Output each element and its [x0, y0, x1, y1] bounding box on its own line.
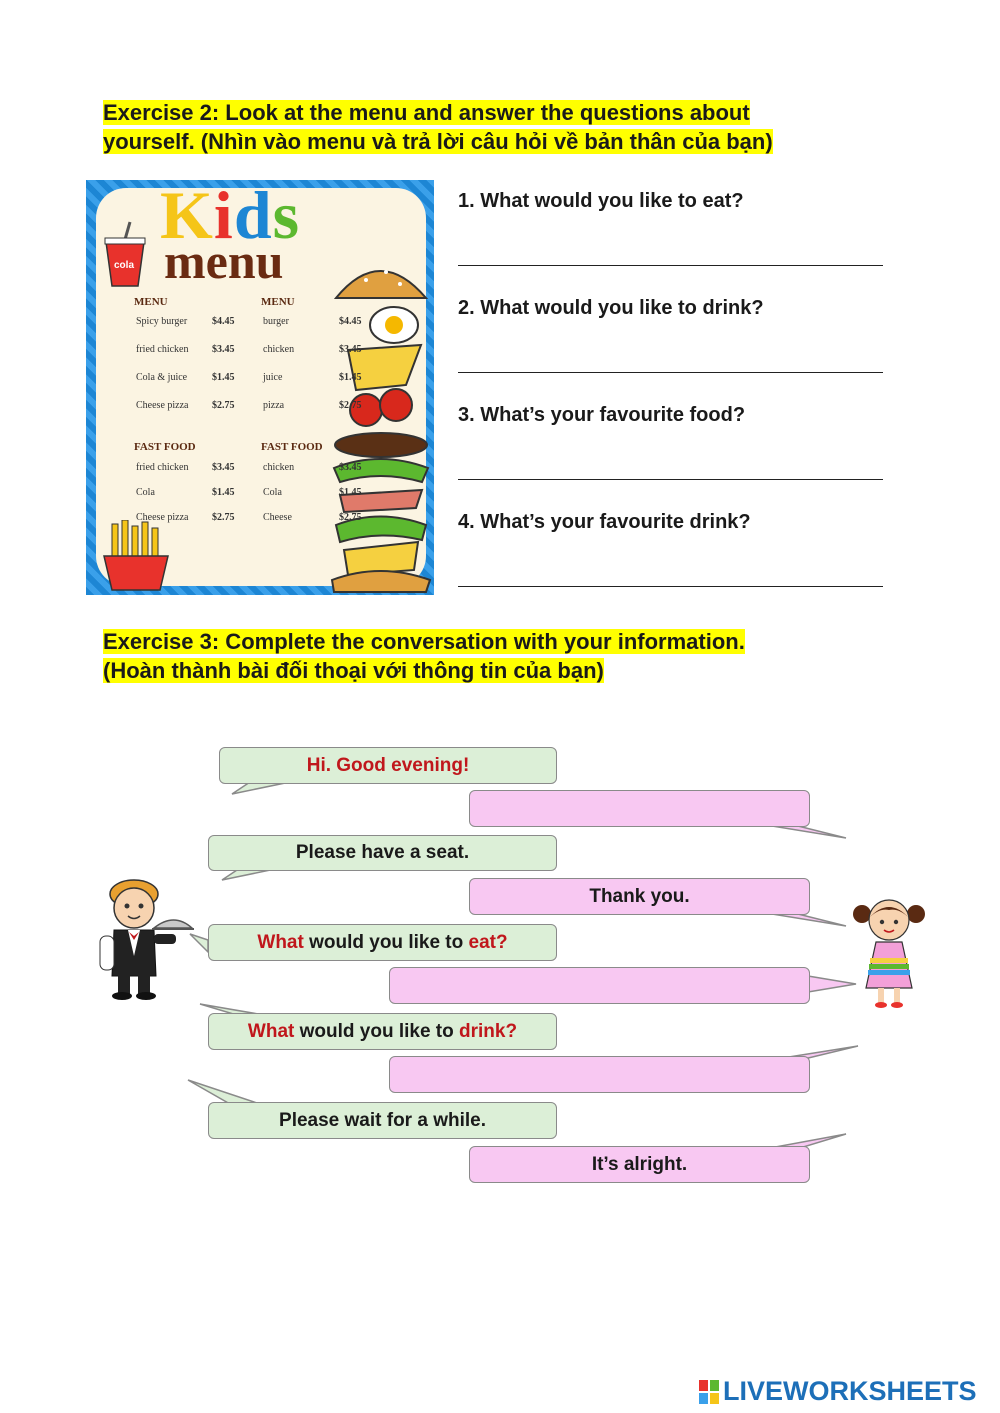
menu-item-price: $2.75 — [212, 400, 235, 411]
bubble-wait — [208, 1102, 557, 1139]
bubble-greeting — [219, 747, 557, 784]
menu-section-heading: MENU — [134, 296, 168, 308]
liveworksheets-logo-icon — [698, 1379, 720, 1405]
menu-item-name: fried chicken — [136, 462, 189, 473]
menu-item-price: $3.45 — [212, 462, 235, 473]
liveworksheets-brand: LIVEWORKSHEETS — [723, 1376, 977, 1406]
menu-item-price: $1.45 — [212, 372, 235, 383]
tail-blank-2 — [808, 976, 856, 992]
eat-word: eat? — [468, 931, 508, 953]
menu-section-heading: MENU — [261, 296, 295, 308]
menu-item-price: $4.45 — [339, 316, 362, 327]
menu-section-heading: FAST FOOD — [134, 441, 196, 453]
menu-item-price: $1.45 — [339, 372, 362, 383]
eat-mid: would you like to — [303, 931, 469, 953]
menu-item-name: Cheese pizza — [136, 400, 189, 411]
menu-item-name: chicken — [263, 462, 295, 473]
menu-item-price: $3.45 — [212, 344, 235, 355]
bubble-blank-1 — [469, 790, 810, 827]
question-2: 2. What would you like to drink? — [458, 297, 764, 319]
bubble-seat — [208, 835, 557, 871]
menu-title-kids: Kids — [160, 180, 301, 253]
menu-item-price: $3.45 — [339, 344, 362, 355]
exercise2-title-line2: yourself. (Nhìn vào menu và trả lời câu hỏi về bản thân của bạn) — [103, 129, 773, 154]
menu-item-name: juice — [263, 372, 283, 383]
bubble-eat — [208, 924, 557, 961]
menu-item-name: chicken — [263, 344, 295, 355]
menu-item-price: $3.45 — [339, 462, 362, 473]
bubble-blank-2 — [389, 967, 810, 1004]
menu-item-name: Cheese — [263, 512, 292, 523]
menu-section-heading: FAST FOOD — [261, 441, 323, 453]
thanks-text: Thank you. — [589, 885, 690, 907]
greeting-text: Hi. Good evening! — [306, 754, 470, 776]
menu-item-name: burger — [263, 316, 289, 327]
menu-item-price: $2.75 — [212, 512, 235, 523]
exercise3-title-line1: Exercise 3: Complete the conversation with your information. — [103, 629, 745, 654]
menu-item-price: $1.45 — [212, 487, 235, 498]
drink-mid: would you like to — [294, 1020, 460, 1042]
menu-item-name: fried chicken — [136, 344, 189, 355]
question-1: 1. What would you like to eat? — [458, 190, 744, 212]
drink-what: What — [247, 1020, 295, 1042]
liveworksheets-logo — [698, 1376, 977, 1407]
exercise3-title-line2: (Hoàn thành bài đối thoại với thông tin của bạn) — [103, 658, 604, 683]
menu-item-name: Cheese pizza — [136, 512, 189, 523]
bubble-drink — [208, 1013, 557, 1050]
seat-text: Please have a seat. — [295, 842, 470, 863]
drink-word: drink? — [459, 1020, 518, 1042]
waiter-icon — [96, 876, 196, 1000]
bubble-thanks — [469, 878, 810, 915]
alright-text: It’s alright. — [591, 1153, 688, 1175]
wait-text: Please wait for a while. — [279, 1109, 486, 1131]
question-4: 4. What’s your favourite drink? — [458, 511, 751, 533]
menu-item-name: Cola & juice — [136, 372, 188, 383]
drink-question — [248, 1021, 517, 1043]
bubble-alright — [469, 1146, 810, 1183]
menu-item-price: $2.75 — [339, 512, 362, 523]
menu-item-name: Spicy burger — [136, 316, 188, 327]
blank-3-input[interactable] — [390, 1056, 809, 1093]
menu-item-name: Cola — [136, 487, 155, 498]
cola-label: cola — [114, 260, 135, 271]
exercise2-title-line1: Exercise 2: Look at the menu and answer the questions about — [103, 100, 750, 125]
menu-title-menu: menu — [164, 233, 284, 289]
menu-item-price: $4.45 — [212, 316, 235, 327]
menu-item-price: $1.45 — [339, 487, 362, 498]
tail-wait — [188, 1080, 260, 1104]
menu-item-name: Cola — [263, 487, 282, 498]
blank-2-input[interactable] — [390, 967, 809, 1004]
menu-item-price: $2.75 — [339, 400, 362, 411]
bubble-blank-3 — [389, 1056, 810, 1093]
question-3: 3. What’s your favourite food? — [458, 404, 746, 426]
eat-what: What — [257, 931, 304, 953]
girl-icon — [852, 896, 926, 1010]
eat-question — [257, 932, 507, 954]
menu-item-name: pizza — [263, 400, 285, 411]
blank-1-input[interactable] — [470, 790, 809, 827]
